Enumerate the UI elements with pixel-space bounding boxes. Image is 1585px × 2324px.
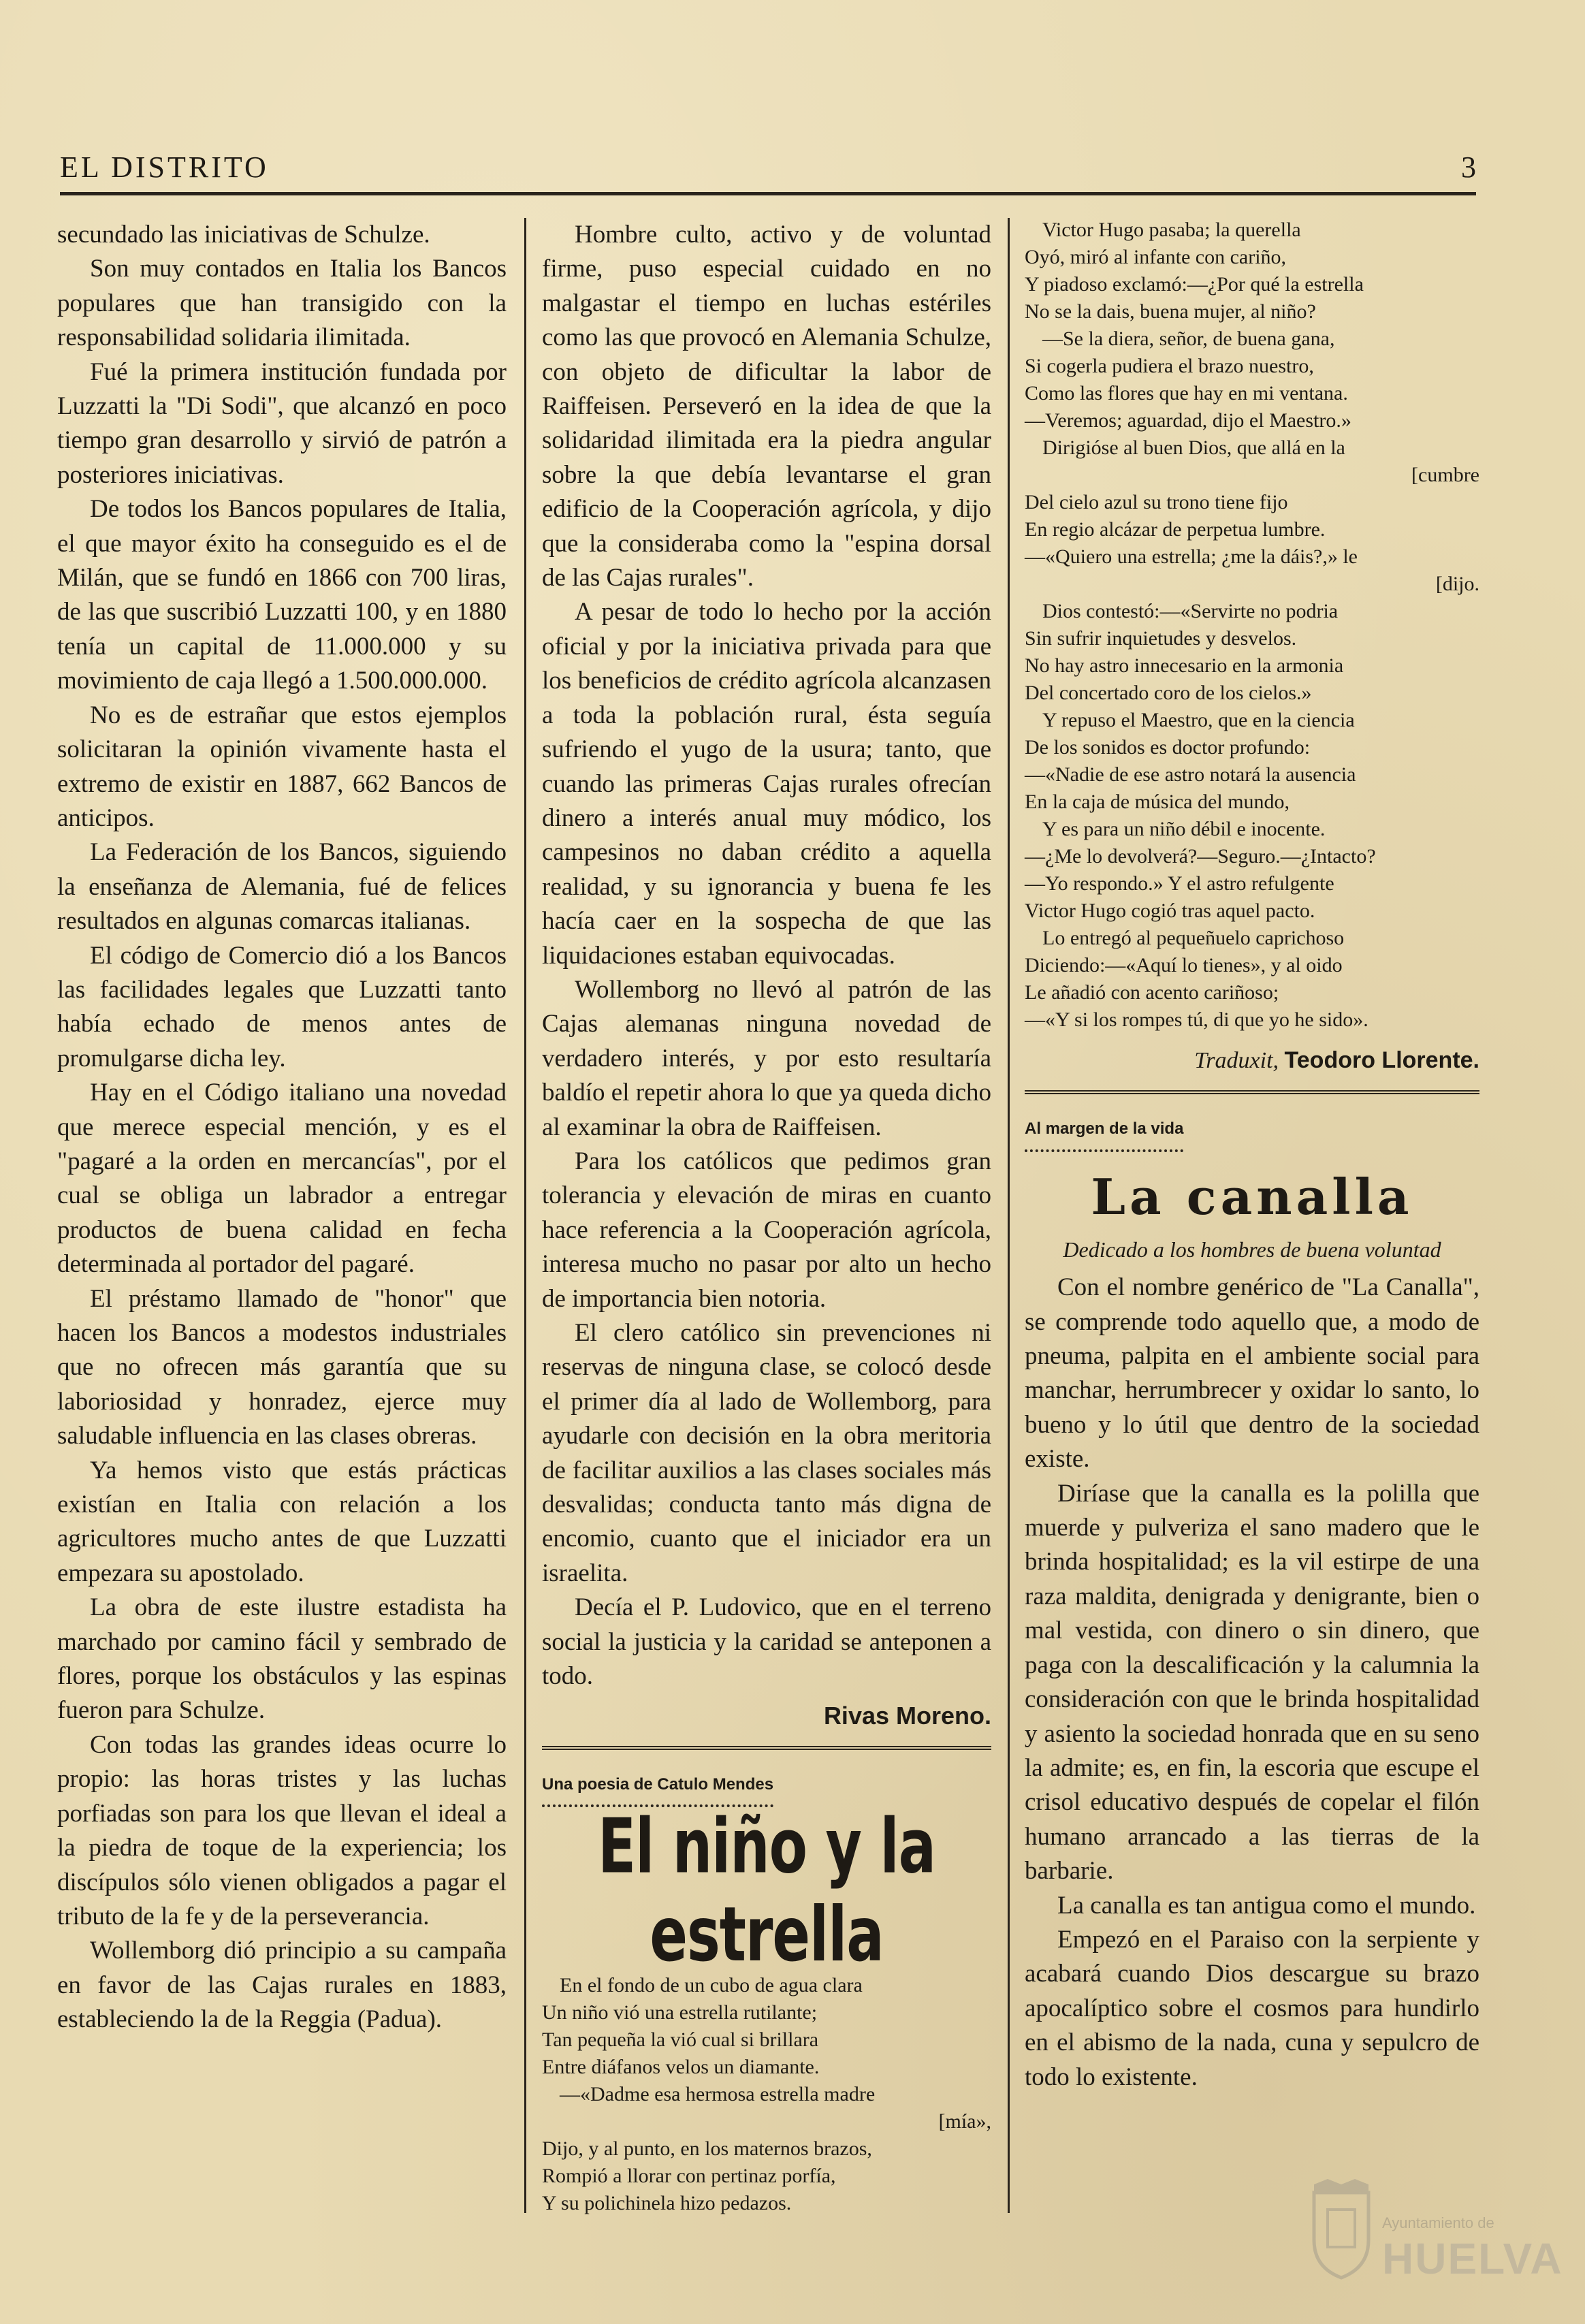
column-3 <box>1025 218 1479 2095</box>
paragraph: Con todas las grandes ideas ocurre lo propio: las horas tristes y las luchas porfiadas son para los que llevan el ideal a la piedra de toque de la experiencia; los discípulos sólo vienen obligados a pagar el tributo de la fe y de la perseverancia. <box>57 1730 507 1930</box>
paragraph: Fué la primera institución fundada por Luzzatti la "Di Sodi", que alcanzó en poco tiempo gran desarrollo y sirvió de patrón a posteriores iniciativas. <box>57 357 507 489</box>
verse-line: En regio alcázar de perpetua lumbre. <box>1025 518 1326 541</box>
translator-name: Teodoro Llorente. <box>1284 1047 1479 1073</box>
verse-line: De los sonidos es doctor profundo: <box>1025 736 1311 759</box>
paragraph: Con el nombre genérico de "La Canalla", se comprende todo aquello que, a modo de pneuma, palpita en el ambiente social para manchar, herrumbrecer y oxidar lo santo, lo bueno y lo útil que dentro de la sociedad existe. <box>1025 1273 1479 1474</box>
column-2 <box>542 218 991 2217</box>
archive-watermark <box>1307 2179 1563 2295</box>
verse-line: Dios contestó:—«Servirte no podria <box>1042 600 1339 622</box>
verse-line: Lo entregó al pequeñuelo caprichoso <box>1042 927 1345 949</box>
paragraph: No es de estrañar que estos ejemplos solicitaran la opinión vivamente hasta el extremo de existir en 1887, 662 Bancos de anticipos. <box>57 701 507 832</box>
paragraph: La Federación de los Bancos, siguiendo la enseñanza de Alemania, fué de felices resultados en algunas comarcas italianas. <box>57 838 507 936</box>
column-rule-2 <box>1008 218 1010 2213</box>
verse-line: Rompió a llorar con pertinaz porfía, <box>542 2165 836 2188</box>
verse-line: Le añadió con acento cariñoso; <box>1025 981 1279 1004</box>
verse-line: Y repuso el Maestro, que en la ciencia <box>1042 709 1355 731</box>
paragraph: La obra de este ilustre estadista ha marchado por camino fácil y sembrado de flores, porque los obstáculos y las espinas fueron para Schulze. <box>57 1593 507 1725</box>
verse-line: Tan pequeña la vió cual si brillara <box>542 2028 819 2052</box>
paragraph: Hay en el Código italiano una novedad que merece especial mención, y es el "pagaré a la orden en mercancías", por el cual se obliga un labrador a entregar productos de buena calidad en fecha determinada al portador del pagaré. <box>57 1079 507 1279</box>
poem-translator <box>1025 1043 1479 1078</box>
verse-line: [cumbre <box>1411 464 1479 486</box>
verse-line: Y su polichinela hizo pedazos. <box>542 2192 792 2215</box>
newspaper-title: EL DISTRITO <box>60 150 269 184</box>
verse-line: —«Y si los rompes tú, di que yo he sido». <box>1025 1008 1368 1031</box>
translator-prefix: Traduxit, <box>1194 1048 1279 1073</box>
verse-line: —«Quiero una estrella; ¿me la dáis?,» le <box>1025 545 1358 568</box>
verse-line: Y piadoso exclamó:—¿Por qué la estrella <box>1025 273 1364 296</box>
poem-headline: El niño y la estrella <box>598 1803 935 1979</box>
verse-line: En el fondo de un cubo de agua clara <box>560 1974 863 1997</box>
verse-line: —«Nadie de ese astro notará la ausencia <box>1025 763 1356 786</box>
section-divider <box>542 1746 991 1754</box>
paragraph: Wollemborg dió principio a su campaña en favor de las Cajas rurales en 1883, estableciendo la de la Reggia (Padua). <box>57 1937 507 2034</box>
paragraph: A pesar de todo lo hecho por la acción oficial y por la iniciativa privada para que los beneficios de crédito agrícola alcanzasen a toda la población rural, ésta seguía sufriendo el yugo de la usura; tanto, que cuando las primeras Cajas rurales ofrecían dinero a interés anual muy módico, los campesinos no daban crédito a aquella realidad, y su ignorancia y buena fe les hacía caer en la sospecha de que las liquidaciones estaban equivocadas. <box>542 598 991 970</box>
page-header <box>60 144 1476 195</box>
verse-line: Oyó, miró al infante con cariño, <box>1025 246 1287 268</box>
verse-line: Del concertado coro de los cielos.» <box>1025 682 1312 704</box>
verse-line: Diciendo:—«Aquí lo tienes», y al oido <box>1025 954 1343 976</box>
poem-verses-part-2 <box>1025 217 1479 1034</box>
verse-line: Un niño vió una estrella rutilante; <box>542 2001 818 2024</box>
page-number: 3 <box>1461 150 1476 184</box>
section-divider-2 <box>1025 1090 1479 1098</box>
coat-of-arms-icon <box>1307 2179 1375 2281</box>
verse-line: Dirigióse al buen Dios, que allá en la <box>1042 436 1345 459</box>
paragraph: Para los católicos que pedimos gran tolerancia y elevación de miras en cuanto hace referencia a la Cooperación agrícola, interesa mucho no pasar por alto un hecho de importancia bien notoria. <box>542 1147 991 1313</box>
verse-line: —Yo respondo.» Y el astro refulgente <box>1025 872 1334 895</box>
verse-line: Y es para un niño débil e inocente. <box>1042 818 1326 840</box>
verse-line: En la caja de música del mundo, <box>1025 791 1290 813</box>
paragraph: De todos los Bancos populares de Italia, el que mayor éxito ha conseguido es el de Milán, que se fundó en 1866 con 700 liras, de las que suscribió Luzzatti 100, y en 1880 tenía un capital de 11.000.000 y su movimiento de caja llegó a 1.500.000.000. <box>57 495 507 695</box>
watermark-big-text: HUELVA <box>1382 2234 1563 2283</box>
paragraph: Ya hemos visto que estás prácticas existían en Italia con relación a los agricultores mucho antes de que Luzzatti empezara su apostolado. <box>57 1456 507 1587</box>
paragraph: El clero católico sin prevenciones ni reservas de ninguna clase, se colocó desde el primer día al lado de Wollemborg, para ayudarle con decisión en la obra meritoria de facilitar auxilios a las clases sociales más desvalidas; conducta tanto más digna de encomio, cuanto que el iniciador era un israelita. <box>542 1319 991 1587</box>
paragraph: La canalla es tan antigua como el mundo. <box>1057 1891 1476 1920</box>
verse-line: [dijo. <box>1435 573 1479 595</box>
article-dedication: Dedicado a los hombres de buena voluntad <box>1063 1237 1441 1262</box>
verse-line: No hay astro innecesario en la armonia <box>1025 654 1344 677</box>
article-cooperacion-continued <box>542 218 991 1693</box>
paragraph: El préstamo llamado de "honor" que hacen los Bancos a modestos industriales que no ofrecen más garantía que su laboriosidad y honradez, ejerce muy saludable influencia en las clases obreras. <box>57 1284 507 1450</box>
verse-line: Del cielo azul su trono tiene fijo <box>1025 491 1288 513</box>
article-signature: Rivas Moreno. <box>823 1702 991 1730</box>
poem-kicker: Una poesia de Catulo Mendes <box>542 1768 773 1807</box>
poem-verses-part-1 <box>542 1972 991 2217</box>
verse-line: Sin sufrir inquietudes y desvelos. <box>1025 627 1297 650</box>
article-kicker: Al margen de la vida <box>1025 1112 1183 1151</box>
verse-line: —«Dadme esa hermosa estrella madre <box>560 2083 876 2106</box>
article-headline: La canalla <box>1091 1167 1413 1226</box>
verse-line: Como las flores que hay en mi ventana. <box>1025 382 1348 404</box>
verse-line: Victor Hugo pasaba; la querella <box>1042 219 1301 241</box>
verse-line: —Veremos; aguardad, dijo el Maestro.» <box>1025 409 1351 432</box>
verse-line: Entre diáfanos velos un diamante. <box>542 2056 820 2079</box>
verse-line: Dijo, y al punto, en los maternos brazos, <box>542 2137 872 2161</box>
verse-line: —Se la diera, señor, de buena gana, <box>1042 328 1335 350</box>
paragraph: Hombre culto, activo y de voluntad firme, puso especial cuidado en no malgastar el tiempo en luchas estériles como las que provocó en Alemania Schulze, con objeto de dificultar la labor de Raiffeisen. Perseveró en la idea de que la solidaridad ilimitada era la piedra angular sobre la que debía levantarse el gran edificio de la Cooperación agrícola, y dijo que la consideraba como la "espina dorsal de las Cajas rurales". <box>542 221 991 592</box>
paragraph: Son muy contados en Italia los Bancos populares que han transigido con la responsabilidad solidaria ilimitada. <box>57 255 507 352</box>
column-rule-1 <box>524 218 526 2213</box>
paragraph: Wollemborg no llevó al patrón de las Cajas alemanas ninguna novedad de verdadero interés, y por esto resultaría baldío el repetir ahora lo que ya queda dicho al examinar la obra de Raiffeisen. <box>542 975 991 1141</box>
paragraph: Decía el P. Ludovico, que en el terreno social la justicia y la caridad se anteponen a todo. <box>542 1593 991 1691</box>
watermark-small-text: Ayuntamiento de <box>1382 2214 1494 2231</box>
paragraph: Diríase que la canalla es la polilla que muerde y pulveriza el sano madero que le brinda hospitalidad; es la vil estirpe de una raza maldita, denigrada y denigrante, bien o mal vestida, con dinero o sin dinero, que paga con la descalificación y la calumnia la consideración con que le brinda hospitalidad y asiento la sociedad honrada que en su seno la admite; es, en fin, la escoria que escupe el crisol educativo después de copelar el filón humano arrancado a las tierras de la barbarie. <box>1025 1479 1479 1885</box>
column-1 <box>57 218 507 2037</box>
verse-line: —¿Me lo devolverá?—Seguro.—¿Intacto? <box>1025 845 1376 867</box>
paragraph: secundado las iniciativas de Schulze. <box>57 221 430 249</box>
verse-line: Si cogerla pudiera el brazo nuestro, <box>1025 355 1314 377</box>
paragraph: Empezó en el Paraiso con la serpiente y acabará cuando Dios descargue su brazo apocalíptico sobre el cosmos para hundirlo en el abismo de la nada, cuna y sepulcro de todo lo existente. <box>1025 1925 1479 2091</box>
verse-line: Victor Hugo cogió tras aquel pacto. <box>1025 900 1315 922</box>
verse-line: No se la dais, buena mujer, al niño? <box>1025 300 1316 323</box>
verse-line: [mía», <box>938 2110 991 2133</box>
article-canalla-body <box>1025 1271 1479 2095</box>
paragraph: El código de Comercio dió a los Bancos las facilidades legales que Luzzatti tanto había echado de menos antes de promulgarse dicha ley. <box>57 941 507 1072</box>
